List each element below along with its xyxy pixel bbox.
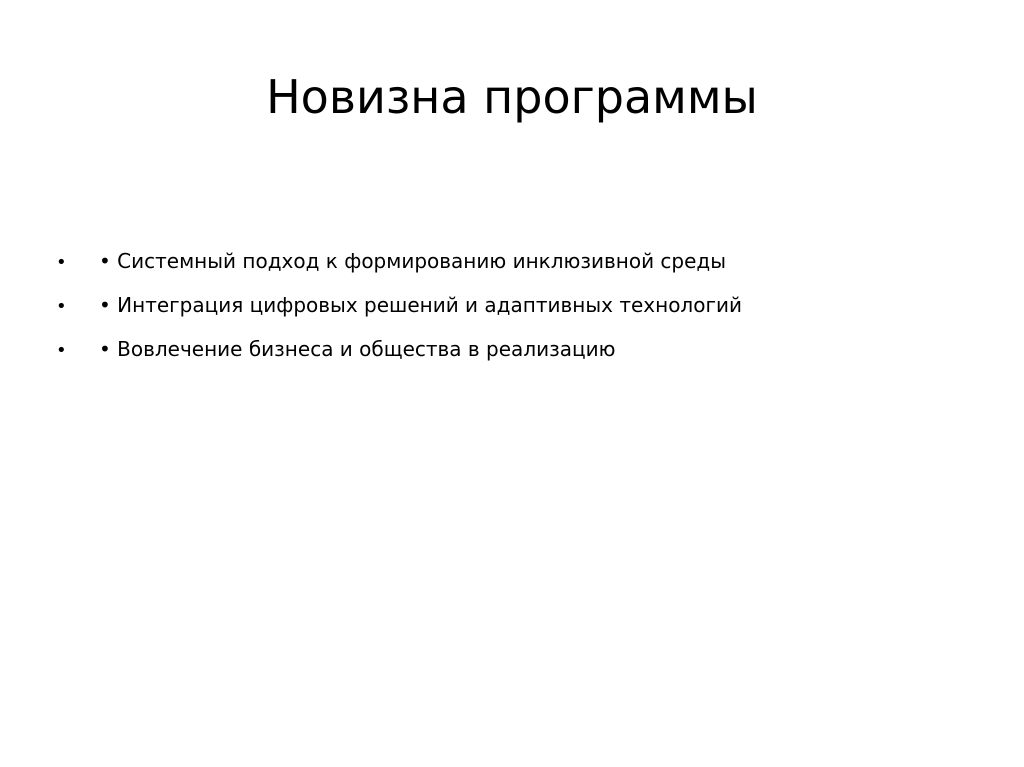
bullet-marker: • (56, 296, 67, 317)
bullet-marker: • (56, 252, 67, 273)
bullet-item (56, 286, 956, 330)
bullet-text: • Вовлечение бизнеса и общества в реализацию (99, 337, 616, 361)
slide-title: Новизна программы (266, 70, 758, 124)
bullet-text: • Системный подход к формированию инклюзивной среды (99, 249, 727, 273)
bullet-marker: • (56, 340, 67, 361)
bullet-text: • Интеграция цифровых решений и адаптивных технологий (99, 293, 742, 317)
bullet-list (56, 242, 956, 374)
bullet-item (56, 242, 956, 286)
bullet-item (56, 330, 956, 374)
